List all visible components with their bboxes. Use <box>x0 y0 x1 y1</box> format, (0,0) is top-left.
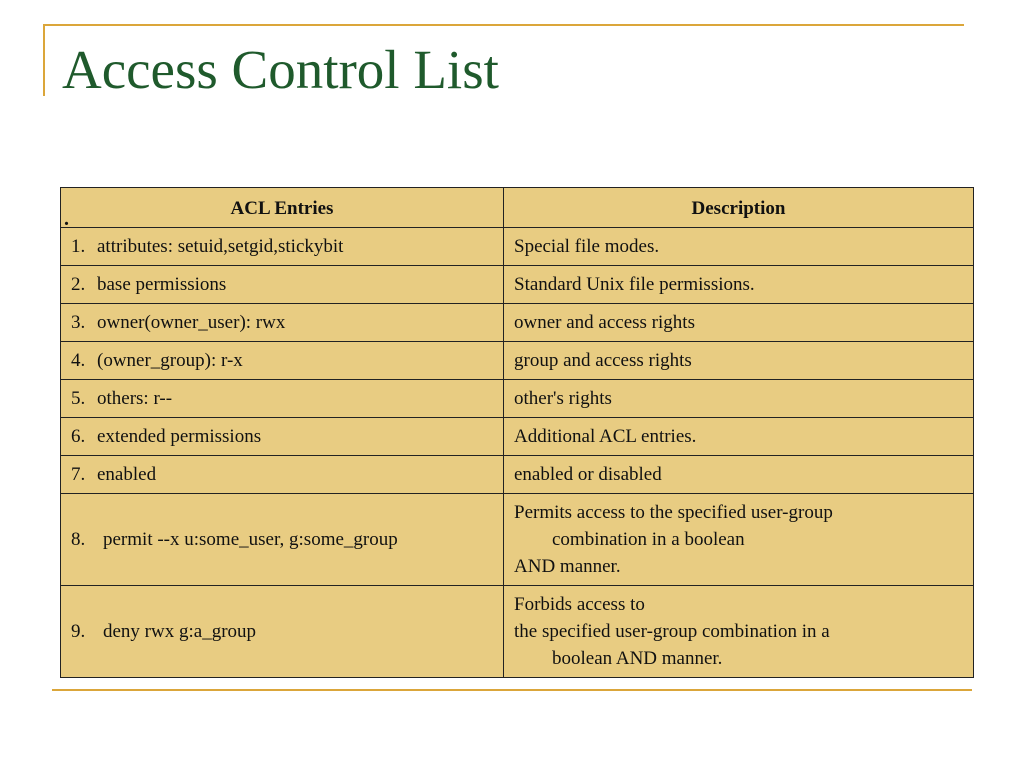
acl-entry-cell <box>61 304 504 342</box>
description-cell <box>504 342 974 380</box>
table-row <box>61 304 974 342</box>
acl-entry-text: owner(owner_user): rwx <box>97 312 286 333</box>
corner-dot-mark: . <box>64 208 69 230</box>
description-text: owner and access rights <box>514 312 695 333</box>
table-row <box>61 266 974 304</box>
row-number: 5. <box>71 388 86 409</box>
description-cell <box>504 266 974 304</box>
bottom-accent-rule <box>52 689 972 691</box>
header-acl-entries <box>61 188 504 228</box>
left-accent-rule <box>43 24 45 96</box>
table-header-row <box>61 188 974 228</box>
row-number: 6. <box>71 426 86 447</box>
row-number: 9. <box>71 621 86 642</box>
acl-entry-text: permit --x u:some_user, g:some_group <box>103 529 398 550</box>
acl-entry-text: extended permissions <box>97 426 262 447</box>
description-line: Permits access to the specified user-group <box>514 502 833 523</box>
acl-entry-text: others: r-- <box>97 388 173 409</box>
description-text: group and access rights <box>514 350 692 371</box>
description-line: AND manner. <box>514 556 621 577</box>
row-number: 8. <box>71 529 86 550</box>
description-cell <box>504 418 974 456</box>
acl-entry-cell <box>61 586 504 678</box>
description-text: Special file modes. <box>514 236 660 257</box>
description-cell <box>504 228 974 266</box>
top-accent-rule <box>43 24 964 26</box>
table-row <box>61 342 974 380</box>
table-row <box>61 456 974 494</box>
description-line: boolean AND manner. <box>552 648 723 669</box>
description-text: Additional ACL entries. <box>514 426 697 447</box>
acl-entry-text: (owner_group): r-x <box>97 350 243 371</box>
acl-entry-text: attributes: setuid,setgid,stickybit <box>97 236 344 257</box>
acl-entry-cell <box>61 494 504 586</box>
acl-entry-cell <box>61 266 504 304</box>
header-description <box>504 188 974 228</box>
acl-table <box>60 187 974 678</box>
header-description-label: Description <box>691 198 786 219</box>
table-row <box>61 380 974 418</box>
description-line: combination in a boolean <box>552 529 745 550</box>
acl-entry-text: enabled <box>97 464 157 485</box>
slide-title: Access Control List <box>62 39 499 100</box>
row-number: 2. <box>71 274 86 295</box>
description-text: enabled or disabled <box>514 464 662 485</box>
acl-entry-text: base permissions <box>97 274 227 295</box>
row-number: 3. <box>71 312 86 333</box>
description-line: Forbids access to <box>514 594 645 615</box>
acl-entry-text: deny rwx g:a_group <box>103 621 257 642</box>
row-number: 1. <box>71 236 86 257</box>
description-line: the specified user-group combination in a <box>514 621 830 642</box>
table-row <box>61 586 974 678</box>
description-text: other's rights <box>514 388 612 409</box>
table-row <box>61 494 974 586</box>
description-cell <box>504 456 974 494</box>
description-text: Standard Unix file permissions. <box>514 274 755 295</box>
table-row <box>61 418 974 456</box>
acl-entry-cell <box>61 342 504 380</box>
header-acl-entries-label: ACL Entries <box>230 198 334 219</box>
description-cell <box>504 494 974 586</box>
acl-entry-cell <box>61 418 504 456</box>
description-cell <box>504 380 974 418</box>
description-cell <box>504 304 974 342</box>
acl-entry-cell <box>61 380 504 418</box>
table-row <box>61 228 974 266</box>
acl-entry-cell <box>61 456 504 494</box>
description-cell <box>504 586 974 678</box>
acl-entry-cell <box>61 228 504 266</box>
row-number: 7. <box>71 464 86 485</box>
row-number: 4. <box>71 350 86 371</box>
